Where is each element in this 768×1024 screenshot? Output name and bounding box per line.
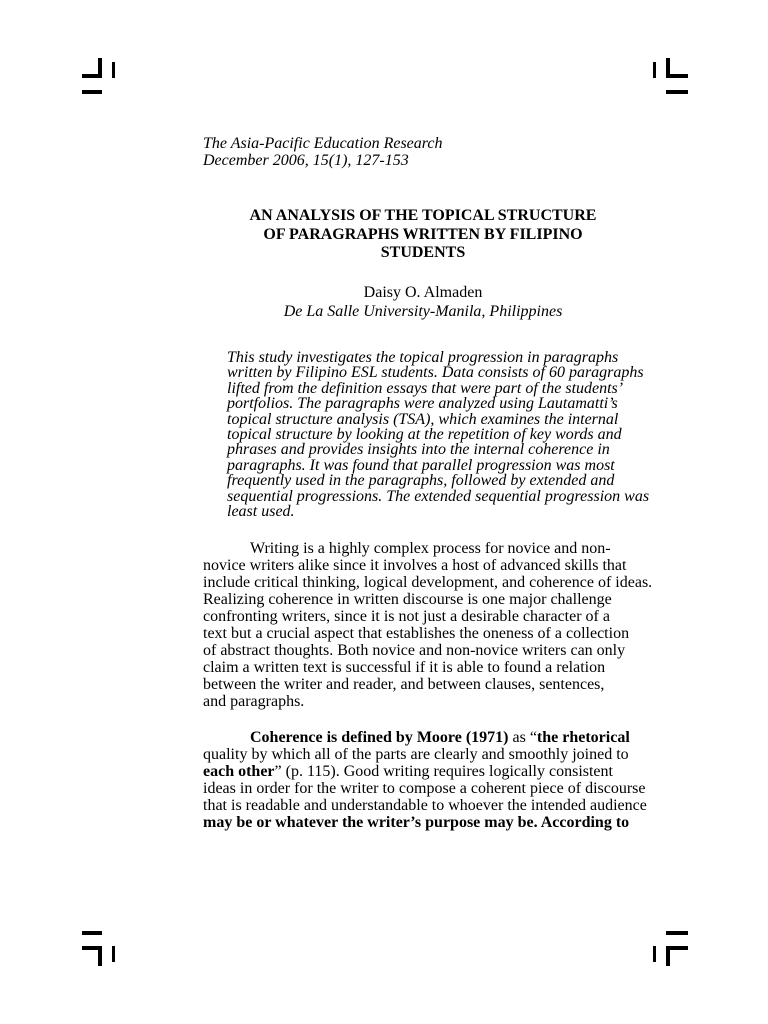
bold-text: the rhetorical [536, 729, 630, 746]
crop-mark-bl-top [82, 931, 102, 935]
abstract-line: topical structure analysis (TSA), which examines the internal [227, 410, 619, 428]
crop-mark-bl-vert [98, 946, 102, 966]
abstract-line: paragraphs. It was found that parallel progression was most [227, 456, 615, 474]
paragraph-line: Writing is a highly complex process for novice and non- [250, 540, 611, 557]
abstract-line: lifted from the definition essays that were part of the students’ [227, 379, 624, 397]
crop-mark-br-tick [653, 946, 656, 962]
article-title [203, 207, 643, 263]
paragraph-line: confronting writers, since it is not just a desirable character of a [203, 608, 610, 625]
bold-text: Coherence is defined by Moore (1971) [250, 729, 509, 746]
crop-mark-tl-base [82, 90, 102, 94]
abstract-line: frequently used in the paragraphs, followed by extended and [227, 472, 615, 490]
paragraph-line: quality by which all of the parts are clearly and smoothly joined to [203, 746, 629, 763]
crop-mark-tr-tick [653, 62, 656, 78]
paragraph-line: and paragraphs. [203, 693, 305, 710]
abstract-line: phrases and provides insights into the internal coherence in [227, 441, 610, 459]
paragraph-line [203, 729, 703, 746]
bold-text: each other [203, 763, 275, 780]
crop-mark-tr-base [666, 90, 688, 94]
author-name: Daisy O. Almaden [363, 284, 483, 301]
paragraph-line: may be or whatever the writer’s purpose may be. According to [203, 814, 630, 831]
paragraph-line: novice writers alike since it involves a host of advanced skills that [203, 557, 627, 574]
paragraph-line: text but a crucial aspect that establishes the oneness of a collection [203, 625, 630, 642]
crop-mark-tr-bar [666, 74, 688, 78]
crop-mark-br-vert [666, 946, 670, 966]
paragraph-line: that is readable and understandable to whoever the intended audience [203, 797, 647, 814]
plain-text: ” (p. 115). Good writing requires logically consistent [274, 763, 613, 780]
plain-text: as “ [508, 729, 537, 746]
crop-mark-tl-tick [112, 62, 115, 78]
abstract-line: sequential progressions. The extended sequential progression was [227, 487, 650, 505]
title-line-2: OF PARAGRAPHS WRITTEN BY FILIPINO [263, 225, 583, 243]
paragraph-line: between the writer and reader, and between clauses, sentences, [203, 676, 605, 693]
abstract-line: topical structure by looking at the repetition of key words and [227, 426, 622, 444]
journal-name: The Asia-Pacific Education Research [203, 135, 443, 152]
abstract [227, 350, 697, 519]
title-line-1: AN ANALYSIS OF THE TOPICAL STRUCTURE [249, 207, 597, 224]
abstract-line: This study investigates the topical progression in paragraphs [227, 349, 619, 366]
paragraph-line: Realizing coherence in written discourse is one major challenge [203, 591, 612, 608]
abstract-line: least used. [227, 503, 295, 521]
paragraph-line: ideas in order for the writer to compose a coherent piece of discourse [203, 780, 646, 797]
author-affiliation: De La Salle University-Manila, Philippines [283, 303, 563, 320]
author-block [203, 283, 643, 321]
crop-mark-bl-tick [112, 946, 115, 962]
body-paragraph-2 [203, 729, 703, 831]
paragraph-line: include critical thinking, logical development, and coherence of ideas. [203, 574, 653, 591]
paragraph-line: of abstract thoughts. Both novice and non-novice writers can only [203, 642, 626, 659]
journal-header [203, 135, 443, 169]
abstract-line: portfolios. The paragraphs were analyzed using Lautamatti’s [227, 395, 618, 413]
journal-issue: December 2006, 15(1), 127-153 [203, 152, 409, 169]
body-paragraph-1 [203, 540, 703, 710]
title-line-3: STUDENTS [380, 244, 466, 261]
crop-mark-tl-vert [98, 58, 102, 78]
paragraph-line [203, 763, 703, 780]
crop-mark-br-top [666, 931, 688, 935]
paragraph-line: claim a written text is successful if it is able to found a relation [203, 659, 606, 676]
abstract-line: written by Filipino ESL students. Data consists of 60 paragraphs [227, 364, 644, 382]
